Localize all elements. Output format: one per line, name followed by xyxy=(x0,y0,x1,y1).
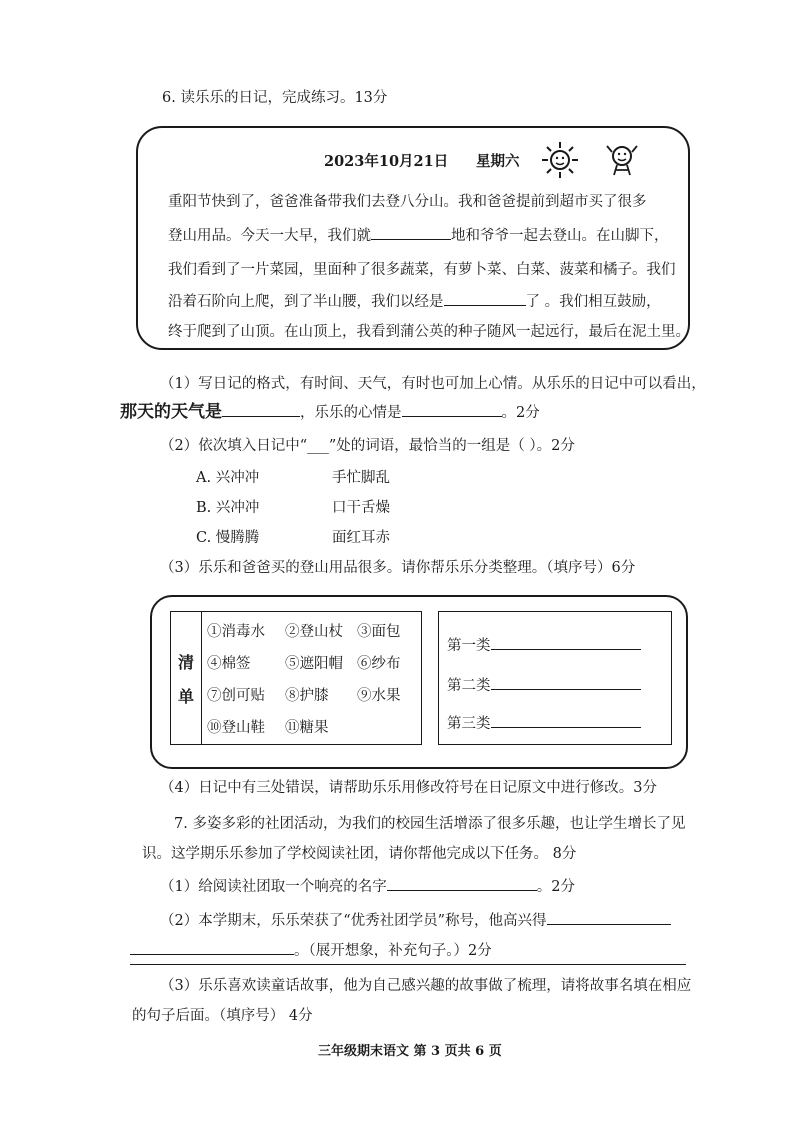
q7-sub2-line1 xyxy=(160,910,671,931)
list-item: ⑩登山鞋 xyxy=(207,720,265,736)
class-row-1 xyxy=(447,634,641,655)
class-label-3: 第三类 xyxy=(447,716,491,732)
diary-line-4-b: 了 。我们相互鼓励， xyxy=(525,294,661,310)
diary-line-4-a: 沿着石阶向上爬，到了半山腰，我们以经是 xyxy=(168,294,444,310)
club-name-blank[interactable] xyxy=(387,876,537,891)
list-item: ②登山杖 xyxy=(285,624,343,640)
q7-sub1 xyxy=(160,876,575,897)
list-item: ①消毒水 xyxy=(207,624,265,640)
q7-sub1-text: （1）给阅读社团取一个响亮的名字 xyxy=(160,879,387,895)
diary-box xyxy=(136,126,690,350)
option-a-label[interactable]: A. 兴冲冲 xyxy=(196,470,260,486)
option-c-word: 面红耳赤 xyxy=(332,530,390,546)
q6-sub2: （2）依次填入日记中“___”处的词语，最恰当的一组是（ ）。2分 xyxy=(160,438,575,454)
diary-line-3: 我们看到了一片菜园，里面种了很多蔬菜，有萝卜菜、白菜、菠菜和橘子。我们 xyxy=(168,262,676,278)
diary-line-1: 重阳节快到了，爸爸准备带我们去登八分山。我和爸爸提前到超市买了很多 xyxy=(168,194,647,210)
list-label-1: 清 xyxy=(178,653,195,672)
q6-sub1-line1: （1）写日记的格式，有时间、天气，有时也可加上心情。从乐乐的日记中可以看出， xyxy=(160,376,706,392)
diary-line-5: 终于爬到了山顶。在山顶上，我看到蒲公英的种子随风一起远行，最后在泥土里。 xyxy=(168,324,690,340)
q7-sub2-hint: 。（展开想象，补充句子。）2分 xyxy=(294,943,492,959)
class-label-2: 第二类 xyxy=(447,678,491,694)
diary-weekday: 星期六 xyxy=(476,153,520,170)
q7-sub2-line2 xyxy=(130,940,492,961)
class-label-1: 第一类 xyxy=(447,638,491,654)
supplies-list xyxy=(170,611,422,745)
list-label-2: 单 xyxy=(178,687,195,706)
class-answer-3[interactable] xyxy=(491,713,641,728)
q7-title-line2: 识。这学期乐乐参加了学校阅读社团，请你帮他完成以下任务。 8分 xyxy=(142,846,577,862)
mood-answer-blank[interactable] xyxy=(402,402,502,417)
sun-icon xyxy=(540,140,580,180)
option-c-label[interactable]: C. 慢腾腾 xyxy=(196,530,260,546)
q7-sub2-blank-2[interactable] xyxy=(130,940,294,955)
q6-sub1-score: 。2分 xyxy=(501,405,540,421)
classification-box xyxy=(438,611,672,745)
q7-title-line1: 7. 多姿多彩的社团活动，为我们的校园生活增添了很多乐趣，也让学生增长了见 xyxy=(174,816,686,832)
answer-line[interactable] xyxy=(130,964,686,965)
option-b-word: 口干舌燥 xyxy=(332,500,390,516)
supplies-list-box xyxy=(150,595,688,769)
q6-title: 6. 读乐乐的日记，完成练习。13分 xyxy=(162,90,388,106)
q6-sub3: （3）乐乐和爸爸买的登山用品很多。请你帮乐乐分类整理。（填序号）6分 xyxy=(160,560,636,576)
diary-date: 2023年10月21日 xyxy=(324,153,449,170)
q6-sub4: （4）日记中有三处错误，请帮助乐乐用修改符号在日记原文中进行修改。3分 xyxy=(160,780,657,796)
diary-line-2-b: 地和爷爷一起去登山。在山脚下， xyxy=(451,228,669,244)
class-answer-1[interactable] xyxy=(491,635,641,650)
happy-face-icon xyxy=(604,142,640,178)
q6-sub1-mood-label: ，乐乐的心情是 xyxy=(300,405,402,421)
diary-line-4 xyxy=(168,290,661,311)
list-item: ⑤遮阳帽 xyxy=(285,656,343,672)
list-item: ③面包 xyxy=(357,624,401,640)
list-item: ④棉签 xyxy=(207,656,251,672)
class-row-2 xyxy=(447,674,641,695)
class-answer-2[interactable] xyxy=(491,675,641,690)
q7-sub2-blank-1[interactable] xyxy=(547,910,671,925)
diary-blank-1[interactable] xyxy=(371,225,451,240)
q6-sub1-weather-label: 那天的天气是 xyxy=(120,402,222,422)
option-a-word: 手忙脚乱 xyxy=(332,470,390,486)
diary-line-2-a: 登山用品。今天一大早，我们就 xyxy=(168,228,371,244)
list-item: ⑪糖果 xyxy=(285,720,329,736)
q7-sub1-score: 。2分 xyxy=(536,879,575,895)
list-label-column xyxy=(171,612,202,744)
list-item: ⑧护膝 xyxy=(285,688,329,704)
diary-blank-2[interactable] xyxy=(444,291,526,306)
q7-sub3-line2: 的句子后面。（填序号） 4分 xyxy=(132,1008,313,1024)
option-b-label[interactable]: B. 兴冲冲 xyxy=(196,500,260,516)
q7-sub3-line1: （3）乐乐喜欢读童话故事，他为自己感兴趣的故事做了梳理，请将故事名填在相应 xyxy=(160,978,692,994)
diary-line-2 xyxy=(168,224,669,245)
list-item: ⑥纱布 xyxy=(357,656,401,672)
class-row-3 xyxy=(447,712,641,733)
weather-answer-blank[interactable] xyxy=(222,402,300,417)
list-item: ⑨水果 xyxy=(357,688,401,704)
list-item: ⑦创可贴 xyxy=(207,688,265,704)
q7-sub2-text: （2）本学期末，乐乐荣获了“优秀社团学员”称号，他高兴得 xyxy=(160,913,547,929)
q6-sub1-line2 xyxy=(120,402,540,423)
page-footer: 三年级期末语文 第 3 页共 6 页 xyxy=(318,1044,502,1059)
